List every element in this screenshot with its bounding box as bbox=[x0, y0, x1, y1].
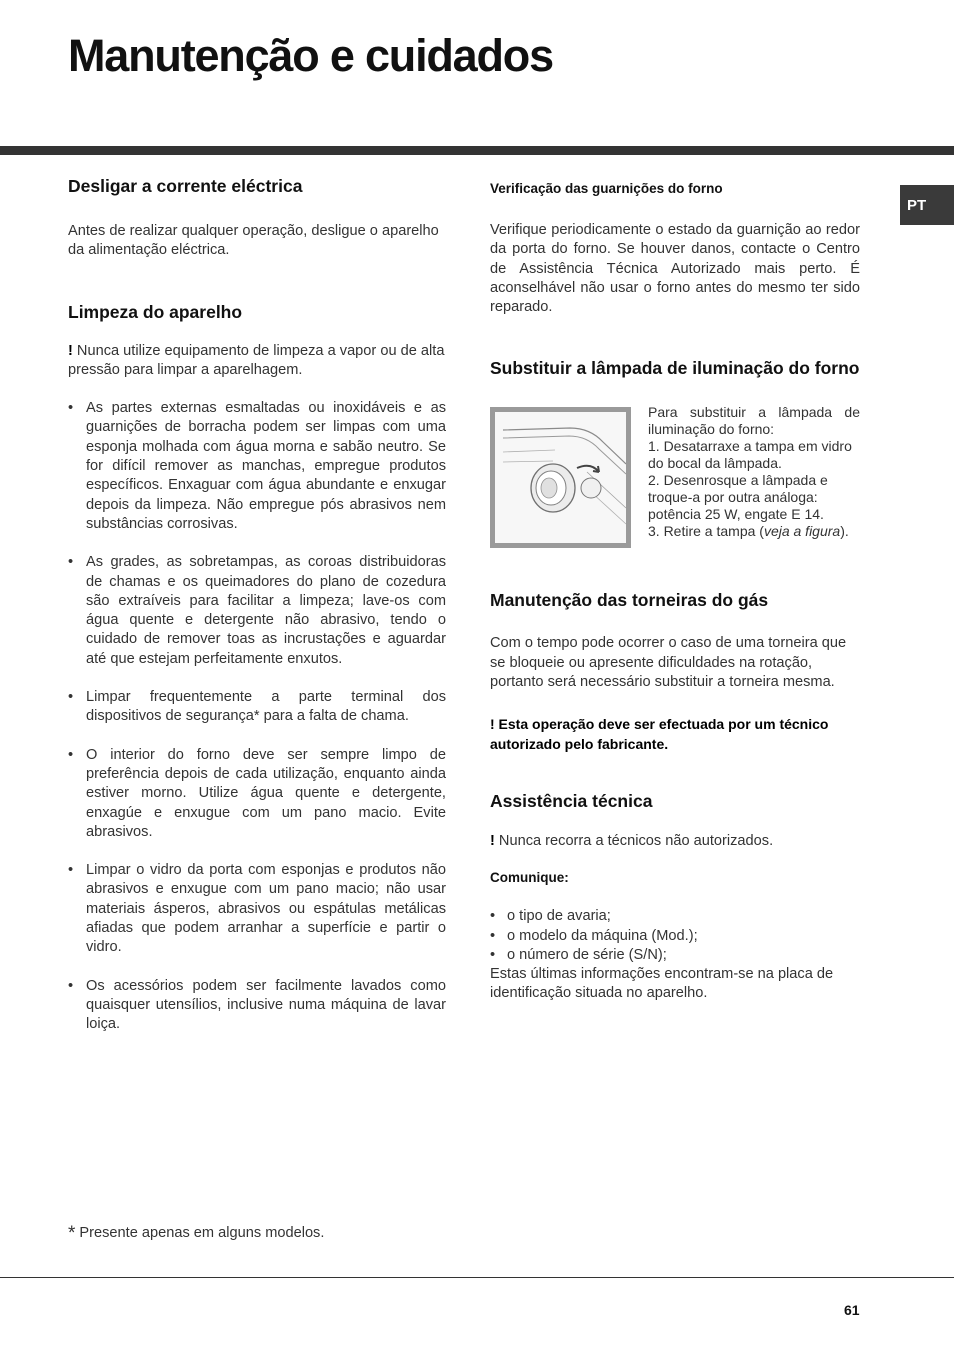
page-title: Manutenção e cuidados bbox=[68, 30, 553, 81]
page-number: 61 bbox=[844, 1302, 860, 1318]
section-title: Verificação das guarnições do forno bbox=[490, 181, 723, 196]
cleaning-list bbox=[68, 399, 446, 1034]
section-title: Manutenção das torneiras do gás bbox=[490, 590, 769, 611]
header-rule bbox=[0, 146, 954, 155]
section-title: Substituir a lâmpada de iluminação do forno bbox=[490, 358, 860, 379]
warning-mark: ! bbox=[68, 342, 73, 359]
footnote: * Presente apenas em alguns modelos. bbox=[68, 1223, 325, 1244]
oven-lamp-illustration bbox=[495, 412, 626, 543]
section-body: Com o tempo pode ocorrer o caso de uma torneira que se bloqueie ou apresente dificuldades na rotação, portanto será necessário substituir a torneira mesma. bbox=[490, 635, 847, 691]
list-item: • As partes externas esmaltadas ou inoxidáveis e as guarnições de borracha podem ser limpas com uma esponja molhada com água morna e sabão neutro. Se for difícil remover as manchas, empregue produtos específicos. Enxaguar com água abundante e enxugar depois da limpeza. Não empregue pós abrasivos nem substâncias corrosivas. bbox=[68, 399, 446, 534]
warning-mark: ! bbox=[490, 832, 495, 849]
asterisk: * bbox=[68, 1223, 76, 1244]
lamp-step: 1. Desatarraxe a tampa em vidro do bocal da lâmpada. bbox=[648, 438, 852, 472]
subheading: Comunique: bbox=[490, 870, 569, 886]
list-item: • Os acessórios podem ser facilmente lavados como quaisquer utensílios, inclusive numa máquina de lavar loiça. bbox=[68, 977, 446, 1035]
section-body: Antes de realizar qualquer operação, desligue o aparelho da alimentação eléctrica. bbox=[68, 223, 439, 259]
right-column bbox=[490, 176, 860, 1004]
footer-rule bbox=[0, 1277, 954, 1278]
section-body: Verifique periodicamente o estado da guarnição ao redor da porta do forno. Se houver danos, contacte o Centro de Assistência Técnica Autorizado mais perto. É aconselhável não usar o forno antes do mesmo ter sido reparado. bbox=[490, 222, 860, 316]
lamp-step: 2. Desenrosque a lâmpada e troque-a por outra análoga: potência 25 W, engate E 14. bbox=[648, 472, 828, 523]
list-item: • o número de série (S/N); bbox=[490, 946, 860, 965]
list-item: • o modelo da máquina (Mod.); bbox=[490, 927, 860, 946]
lamp-step: 3. Retire a tampa (veja a figura). bbox=[648, 523, 849, 540]
section-body: Estas últimas informações encontram-se na placa de identificação situada no aparelho. bbox=[490, 966, 834, 1002]
info-list bbox=[490, 907, 860, 965]
list-item: • As grades, as sobretampas, as coroas distribuidoras de chamas e os queimadores do plano de cozedura são extraíveis para facilitar a limpeza; lave-os com água quente e detergente não abrasivo, tendo o cuidado de remover toas as incrustações e aguardar até que estejam perfeitamente enxutos. bbox=[68, 553, 446, 669]
list-item: • O interior do forno deve ser sempre limpo de preferência depois de cada utilização, enquanto ainda estiver morno. Utilize água quente e detergente, enxagúe e enxugue com um pano macio. Evite abrasivos. bbox=[68, 746, 446, 842]
section-title: Desligar a corrente eléctrica bbox=[68, 176, 303, 196]
list-item: • o tipo de avaria; bbox=[490, 907, 860, 926]
language-tab: PT bbox=[900, 185, 954, 225]
warning-note: ! Esta operação deve ser efectuada por um técnico autorizado pelo fabricante. bbox=[490, 716, 829, 752]
lamp-figure bbox=[490, 407, 631, 548]
lamp-section bbox=[490, 404, 860, 548]
lamp-instructions bbox=[648, 404, 860, 540]
warning-note: ! Nunca recorra a técnicos não autorizados. bbox=[490, 832, 774, 849]
section-title: Limpeza do aparelho bbox=[68, 301, 243, 322]
section-title: Assistência técnica bbox=[490, 790, 653, 811]
left-column bbox=[68, 176, 446, 1035]
lamp-intro: Para substituir a lâmpada de iluminação do forno: bbox=[648, 404, 860, 438]
warning-note: ! Nunca utilize equipamento de limpeza a vapor ou de alta pressão para limpar a aparelhagem. bbox=[68, 342, 445, 378]
list-item: • Limpar frequentemente a parte terminal dos dispositivos de segurança* para a falta de chama. bbox=[68, 688, 446, 727]
list-item: • Limpar o vidro da porta com esponjas e produtos não abrasivos e enxugue com um pano macio; não usar materiais ásperos, abrasivos ou espátulas metálicas afiadas que podem arranhar a superfície e partir o vidro. bbox=[68, 861, 446, 957]
